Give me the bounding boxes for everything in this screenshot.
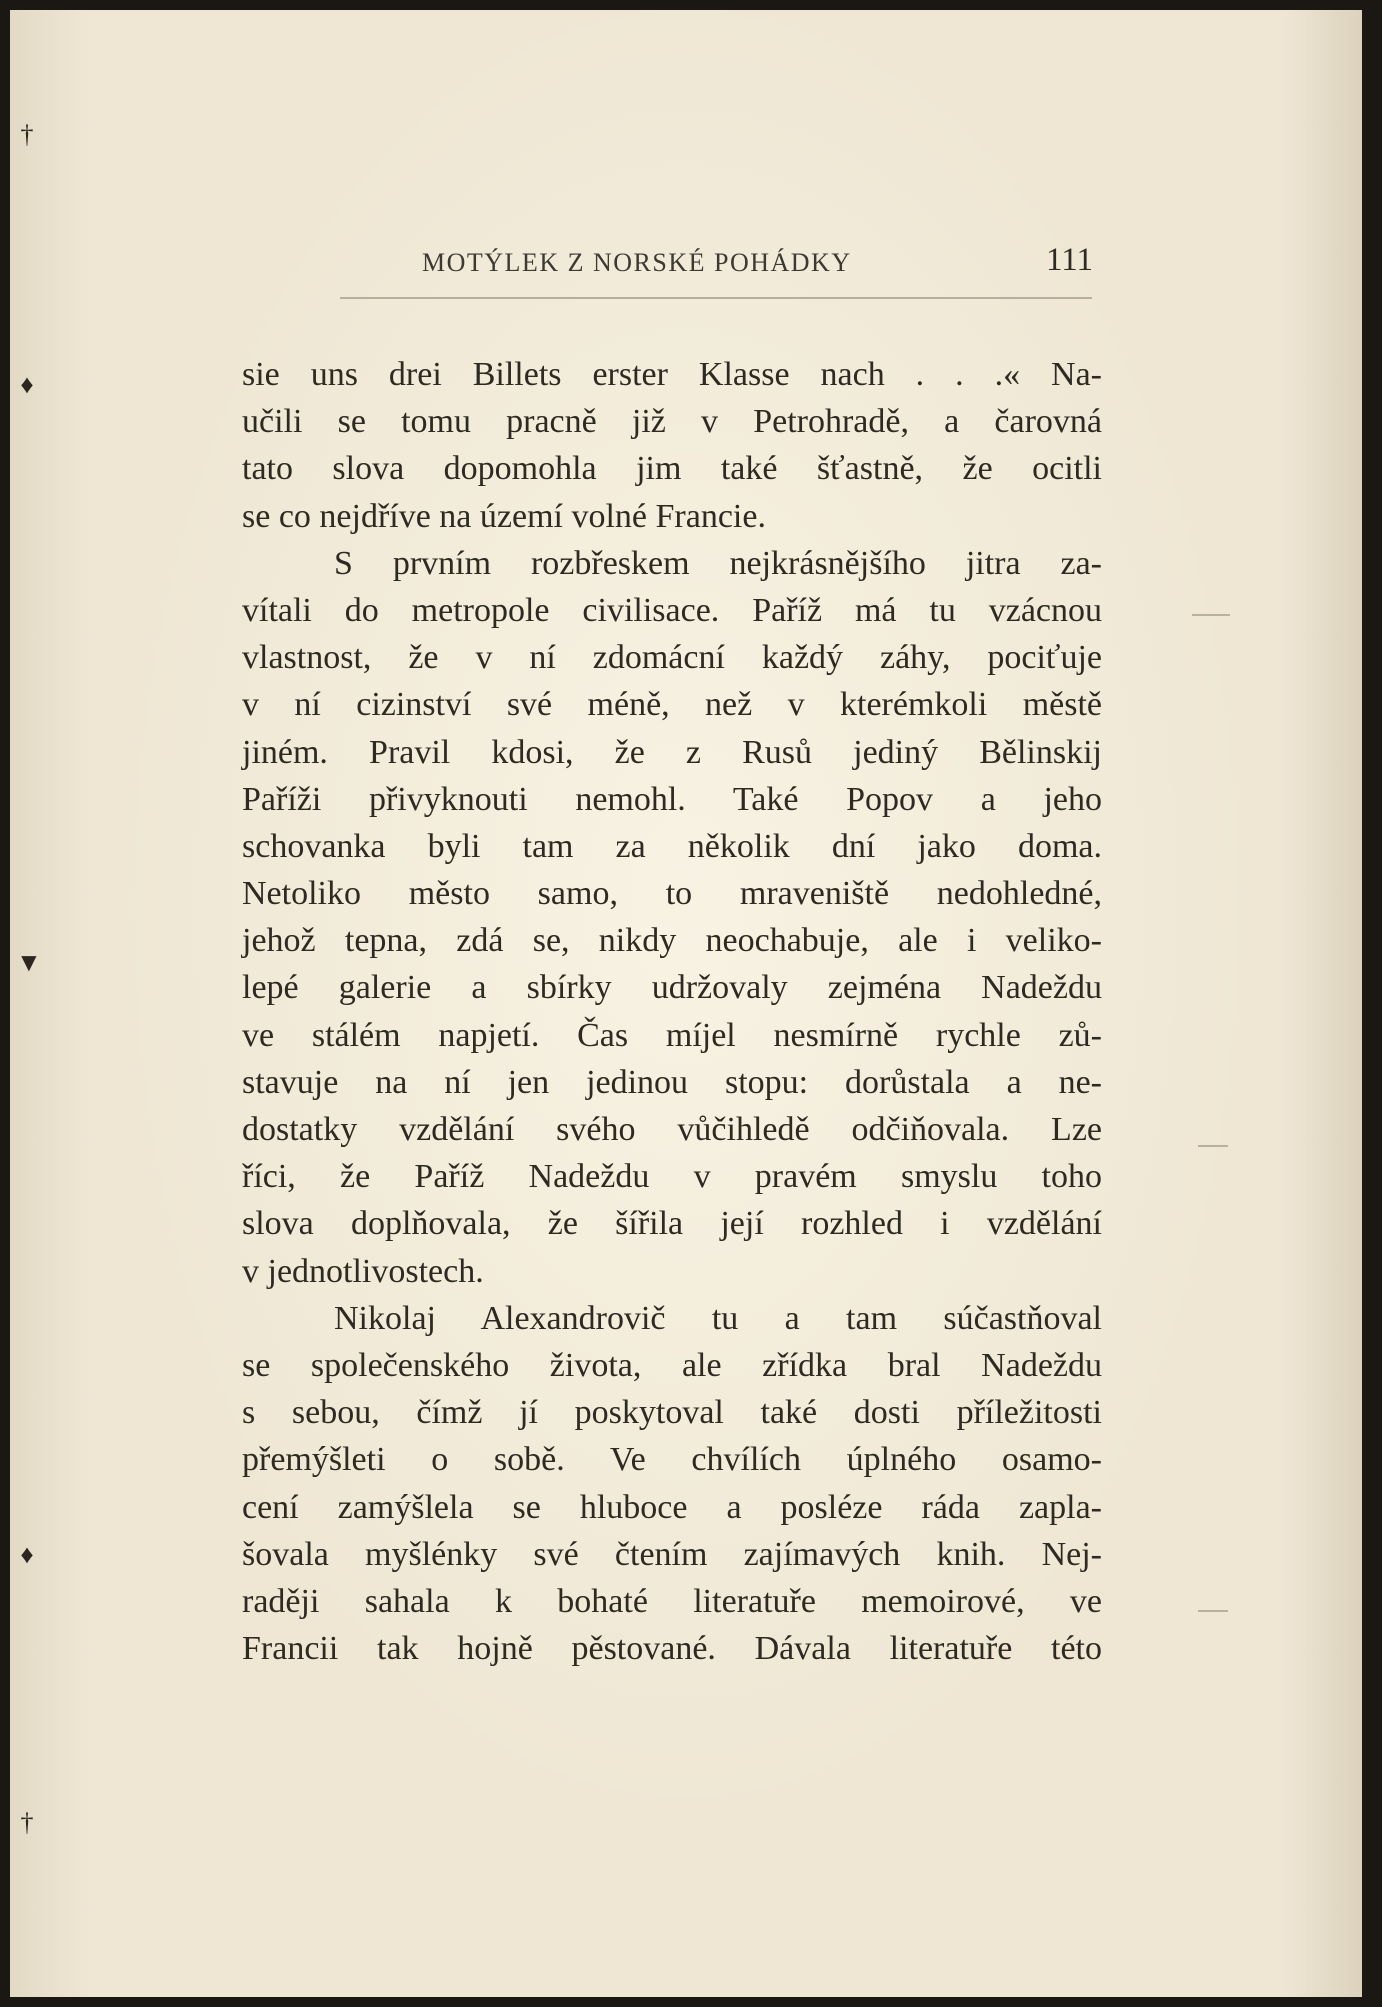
text-line: šovala myšlénky své čtením zajímavých knih. Nej- bbox=[242, 1535, 1102, 1573]
margin-mark: † bbox=[20, 1808, 34, 1837]
text-line: S prvním rozbřeskem nejkrásnějšího jitra za- bbox=[334, 544, 1102, 582]
text-line: říci, že Paříž Nadeždu v pravém smyslu toho bbox=[242, 1158, 1102, 1196]
margin-mark: ▼ bbox=[16, 948, 42, 977]
margin-mark: ♦ bbox=[20, 370, 34, 399]
text-line: schovanka byli tam za několik dní jako doma. bbox=[242, 827, 1102, 865]
text-line: s sebou, čímž jí poskytoval také dosti příležitosti bbox=[242, 1394, 1102, 1432]
text-line: tato slova dopomohla jim také šťastně, že ocitli bbox=[242, 450, 1102, 488]
margin-mark: ♦ bbox=[20, 1540, 34, 1569]
margin-mark: † bbox=[20, 120, 34, 149]
text-line: dostatky vzdělání svého vůčihledě odčiňovala. Lze bbox=[242, 1111, 1102, 1148]
right-margin-mark bbox=[1198, 1145, 1228, 1147]
text-line: Francii tak hojně pěstované. Dávala literatuře této bbox=[242, 1630, 1102, 1668]
body-text bbox=[242, 351, 1102, 1672]
right-margin-mark bbox=[1192, 614, 1230, 616]
text-line: vítali do metropole civilisace. Paříž má tu vzácnou bbox=[242, 591, 1102, 629]
text-line: raději sahala k bohaté literatuře memoirové, ve bbox=[242, 1582, 1102, 1620]
text-line: přemýšleti o sobě. Ve chvílích úplného osamo- bbox=[242, 1441, 1102, 1479]
text-line: lepé galerie a sbírky udržovaly zejména Nadeždu bbox=[242, 969, 1102, 1007]
book-page bbox=[10, 10, 1362, 1997]
page-number: 111 bbox=[1046, 242, 1094, 278]
text-line: se co nejdříve na území volné Francie. bbox=[242, 497, 766, 535]
text-line: stavuje na ní jen jedinou stopu: dorůstala a ne- bbox=[242, 1063, 1102, 1101]
text-line: slova doplňovala, že šířila její rozhled i vzdělání bbox=[242, 1205, 1102, 1243]
text-line: v ní cizinství své méně, než v kterémkoli městě bbox=[242, 686, 1102, 724]
text-line: ve stálém napjetí. Čas míjel nesmírně rychle zů- bbox=[242, 1016, 1102, 1054]
text-line: Nikolaj Alexandrovič tu a tam súčastňoval bbox=[334, 1299, 1102, 1337]
text-line: sie uns drei Billets erster Klasse nach . . .« Na- bbox=[242, 356, 1102, 393]
left-margin-binding-marks bbox=[10, 10, 70, 1997]
running-title: MOTÝLEK Z NORSKÉ POHÁDKY bbox=[422, 248, 852, 277]
text-line: se společenského života, ale zřídka bral Nadeždu bbox=[242, 1346, 1102, 1384]
text-line: vlastnost, že v ní zdomácní každý záhy, pociťuje bbox=[242, 639, 1102, 677]
text-line: učili se tomu pracně již v Petrohradě, a čarovná bbox=[242, 403, 1102, 441]
text-line: Netoliko město samo, to mraveniště nedohledné, bbox=[242, 875, 1102, 913]
header-rule bbox=[340, 297, 1092, 299]
text-line: v jednotlivostech. bbox=[242, 1252, 484, 1290]
text-line: Paříži přivyknouti nemohl. Také Popov a jeho bbox=[242, 780, 1102, 818]
text-line: jiném. Pravil kdosi, že z Rusů jediný Bělinskij bbox=[242, 733, 1102, 771]
right-margin-mark bbox=[1198, 1610, 1228, 1612]
text-line: cení zamýšlela se hluboce a posléze ráda zapla- bbox=[242, 1488, 1102, 1526]
text-line: jehož tepna, zdá se, nikdy neochabuje, ale i veliko- bbox=[242, 922, 1102, 960]
